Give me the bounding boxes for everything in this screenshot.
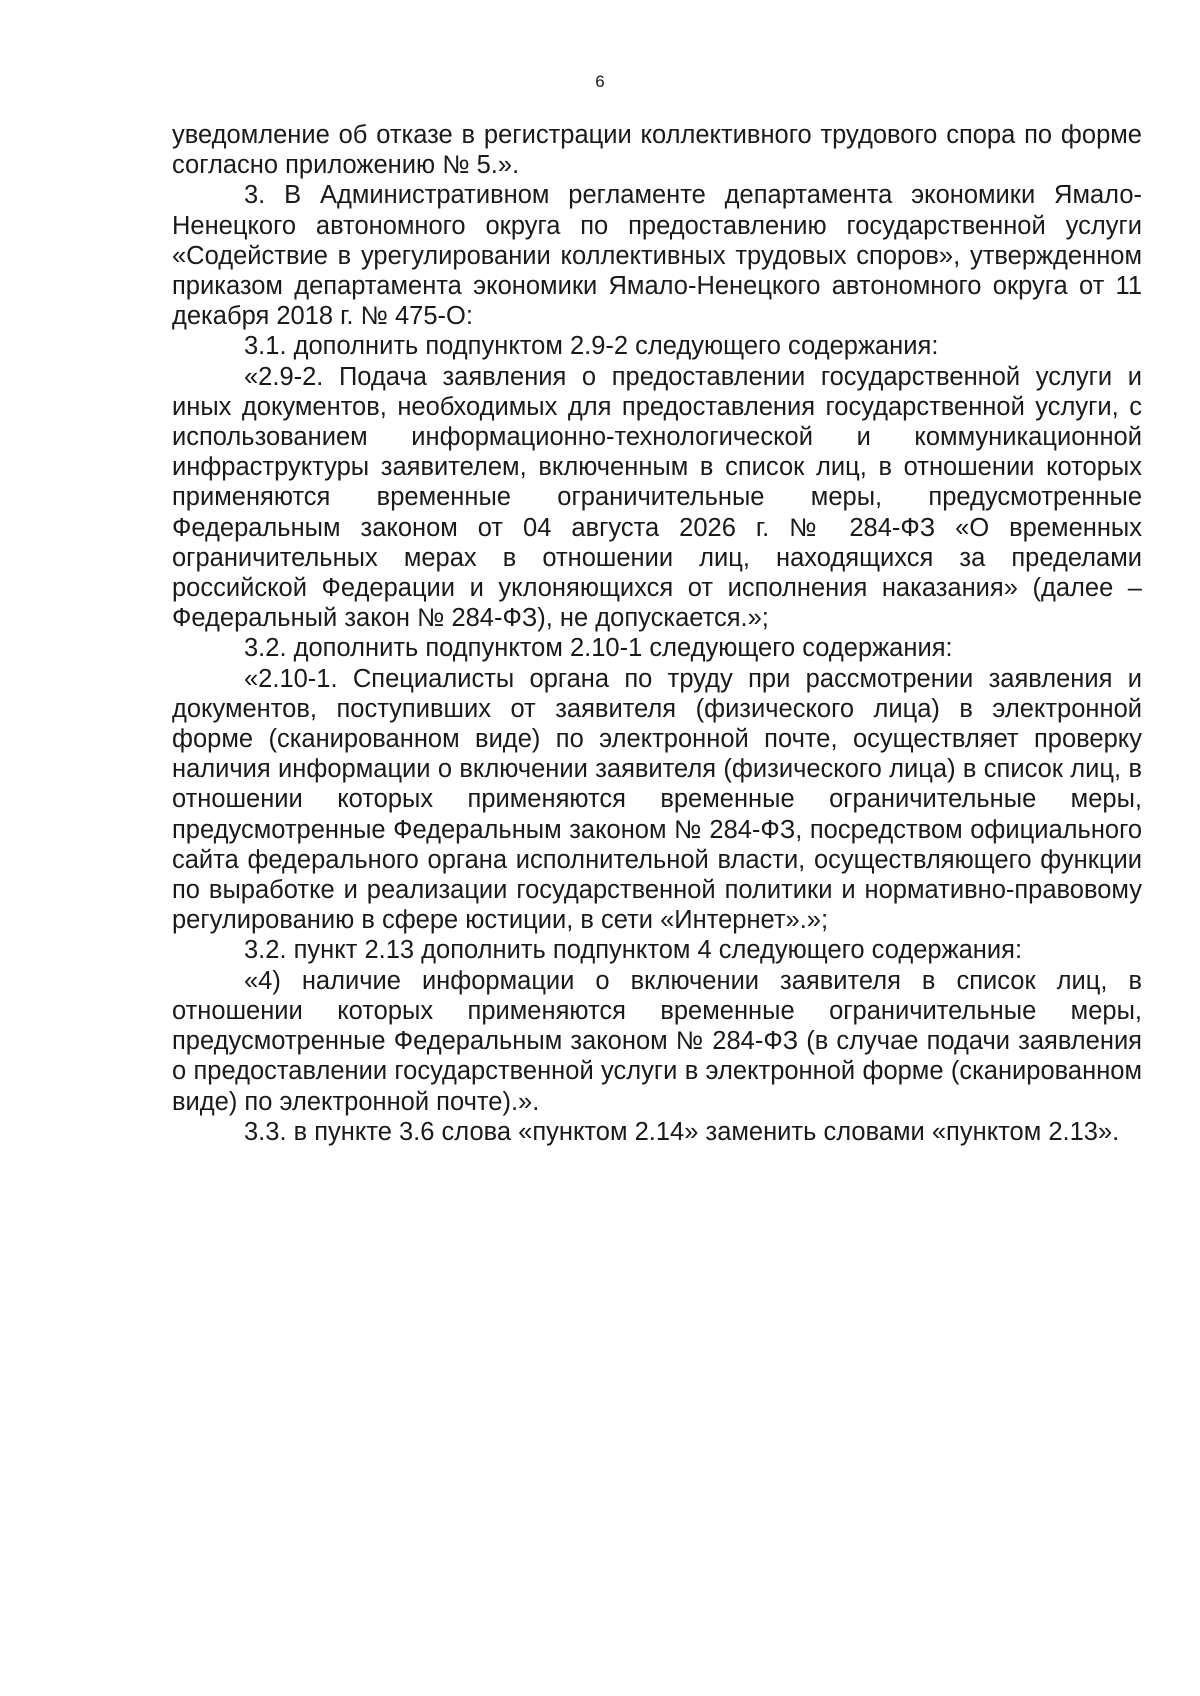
- paragraph: «4) наличие информации о включении заявителя в список лиц, в отношении которых применяются временные ограничительные меры, предусмотренные Федеральным законом № 284-ФЗ (в случае подачи заявления о предоставлении государственной услуги в электронной форме (сканированном виде) по электронной почте).».: [172, 966, 1142, 1116]
- paragraph: 3.3. в пункте 3.6 слова «пунктом 2.14» заменить словами «пунктом 2.13».: [244, 1117, 1120, 1146]
- paragraph: «2.9-2. Подача заявления о предоставлении государственной услуги и иных документов, необходимых для предоставления государственной услуги, с использованием информационно-технологической и коммуникационной инфраструктуры заявителем, включенным в список лиц, в отношении которых применяются временные ограничительные меры, предусмотренные Федеральным законом от 04 августа 2026 г. № 284-ФЗ «О временных ограничительных мерах в отношении лиц, находящихся за пределами российской Федерации и уклоняющихся от исполнения наказания» (далее – Федеральный закон № 284-ФЗ), не допускается.»;: [172, 362, 1142, 633]
- paragraph: 3.2. пункт 2.13 дополнить подпунктом 4 следующего содержания:: [244, 936, 1023, 965]
- page-number: 6: [595, 72, 605, 91]
- paragraph: 3.2. дополнить подпунктом 2.10-1 следующего содержания:: [244, 634, 953, 663]
- paragraph: «2.10-1. Специалисты органа по труду при рассмотрении заявления и документов, поступивших от заявителя (физического лица) в электронной форме (сканированном виде) по электронной почте, осуществляет проверку наличия информации о включении заявителя (физического лица) в список лиц, в отношении которых применяются временные ограничительные меры, предусмотренные Федеральным законом № 284-ФЗ, посредством официального сайта федерального органа исполнительной власти, осуществляющего функции по выработке и реализации государственной политики и нормативно-правовому регулированию в сфере юстиции, в сети «Интернет».»;: [172, 664, 1142, 935]
- paragraph: 3.1. дополнить подпунктом 2.9-2 следующего содержания:: [244, 332, 939, 361]
- paragraph: 3. В Административном регламенте департамента экономики Ямало-Ненецкого автономного округа по предоставлению государственной услуги «Содействие в урегулировании коллективных трудовых споров», утвержденном приказом департамента экономики Ямало-Ненецкого автономного округа от 11 декабря 2018 г. № 475-О:: [172, 181, 1142, 331]
- paragraph: уведомление об отказе в регистрации коллективного трудового спора по форме согласно приложению № 5.».: [172, 121, 1142, 180]
- document-body: [172, 120, 1142, 1147]
